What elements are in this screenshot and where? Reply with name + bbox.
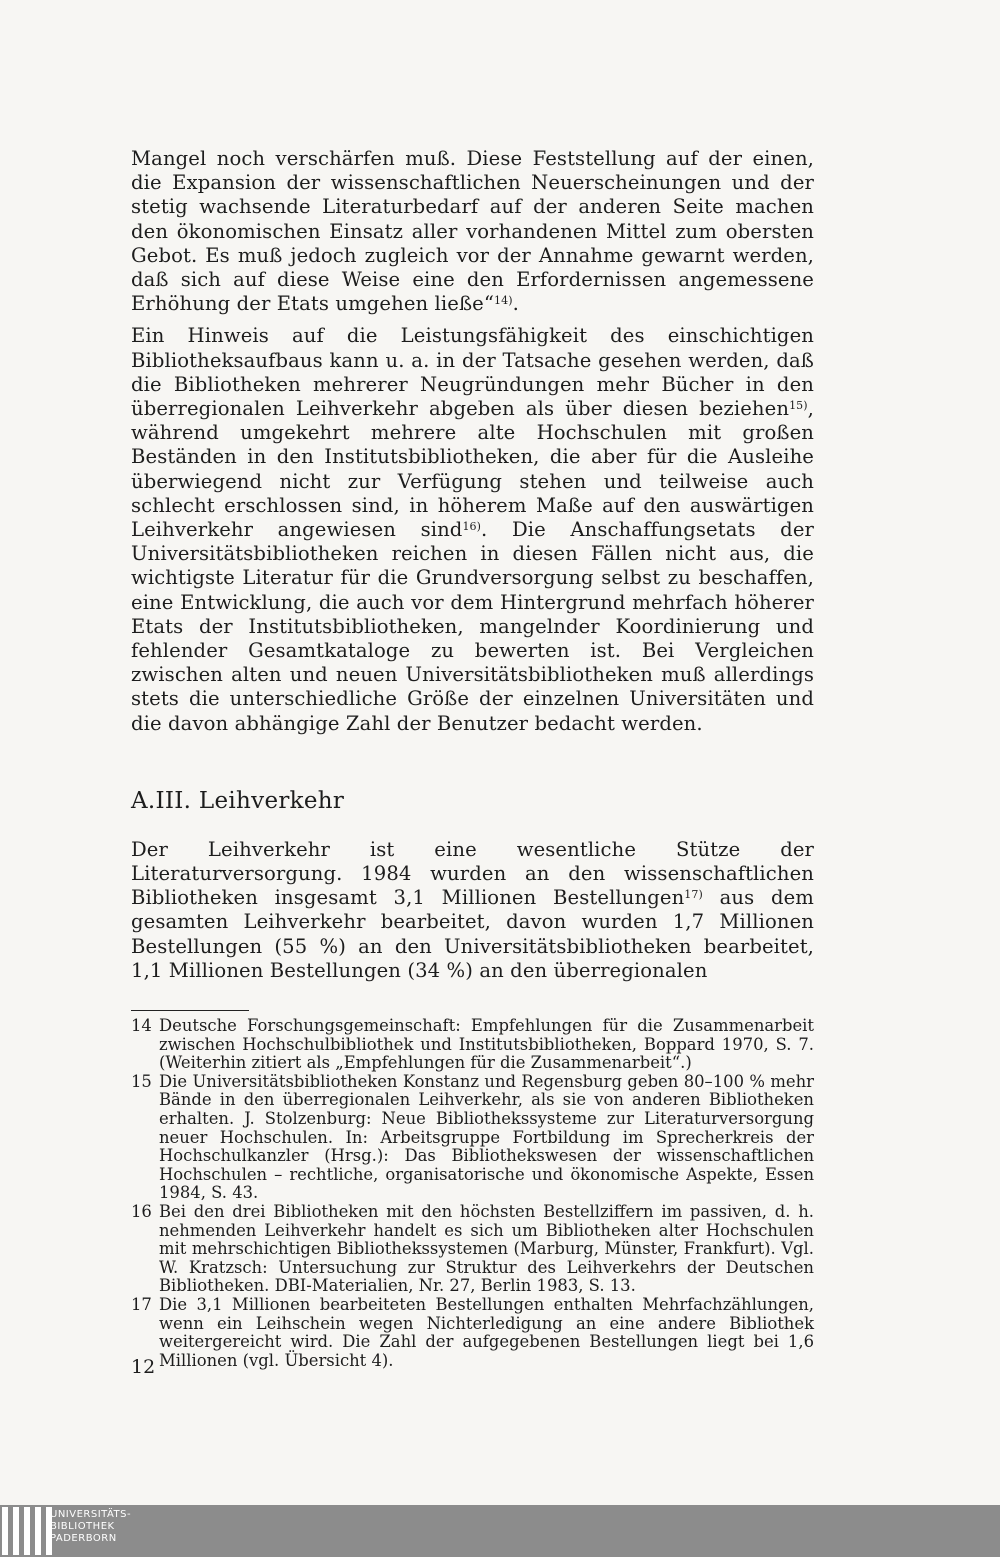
footnote-text: Die Universitätsbibliotheken Konstanz und Regensburg geben 80–100 % mehr Bände in den überregionalen Leihverkehr, als sie von anderen Bibliotheken erhalten. J. Stolzenburg: Neue Bibliothekssysteme zur Literaturversorgung neuer Hochschulen. In: Arbeitsgruppe Fortbildung im Sprecherkreis der Hochschulkanzler (Hrsg.): Das Bibliothekswesen der wissenschaftlichen Hochschulen – rechtliche, organisatorische und ökonomische Aspekte, Essen 1984, S. 43. xyxy=(159,1071,814,1203)
footnote-divider xyxy=(131,1010,249,1011)
footnote xyxy=(131,1203,814,1296)
footnote-ref-17: 17) xyxy=(684,888,703,902)
paragraph-1 xyxy=(131,147,814,316)
section-heading: A.III. Leihverkehr xyxy=(131,787,345,814)
paragraph-1-end: . xyxy=(512,292,519,316)
footnote-number: 14 xyxy=(131,1016,152,1036)
paragraph-3 xyxy=(131,838,814,983)
footnote-ref-15: 15) xyxy=(789,399,808,413)
logo-line-2: BIBLIOTHEK xyxy=(50,1521,115,1532)
paragraph-3-part1: Der Leihverkehr ist eine wesentliche Stütze der Literaturversorgung. 1984 wurden an den wissenschaftlichen Bibliotheken insgesamt 3,1 Millionen Bestellungen xyxy=(131,837,814,910)
footnote-text: Deutsche Forschungsgemeinschaft: Empfehlungen für die Zusammenarbeit zwischen Hochschulbibliothek und Institutsbibliotheken, Boppard 1970, S. 7. (Weiterhin zitiert als „Empfehlungen für die Zusammenarbeit“.) xyxy=(159,1016,814,1073)
paragraph-2 xyxy=(131,324,814,735)
page-number: 12 xyxy=(131,1356,156,1378)
footnote-number: 15 xyxy=(131,1071,152,1091)
paragraph-2-part3: . Die Anschaffungsetats der Universitätsbibliotheken reichen in diesen Fällen nicht aus, die wichtigste Literatur für die Grundversorgung selbst zu beschaffen, eine Entwicklung, die auch vor dem Hintergrund mehrfach höherer Etats der Institutsbibliotheken, mangelnder Koordinierung und fehlender Gesamtkataloge zu bewerten ist. Bei Vergleichen zwischen alten und neuen Universitätsbibliotheken muß allerdings stets die unterschiedliche Größe der einzelnen Universitäten und die davon abhängige Zahl der Benutzer bedacht werden. xyxy=(131,518,814,735)
footnote-number: 16 xyxy=(131,1202,152,1222)
footnote-number: 17 xyxy=(131,1295,152,1314)
library-logo-icon xyxy=(2,1507,52,1555)
library-logo-text xyxy=(50,1509,131,1545)
paragraph-1-text: Mangel noch verschärfen muß. Diese Feststellung auf der einen, die Expansion der wissenschaftlichen Neuerscheinungen und der stetig wachsende Literaturbedarf auf der anderen Seite machen den ökonomischen Einsatz aller vorhandenen Mittel zum obersten Gebot. Es muß jedoch zugleich vor der Annahme gewarnt werden, daß sich auf diese Weise eine den Erfordernissen angemessene Erhöhung der Etats umgehen ließe“ xyxy=(131,147,814,316)
footnote-text: Die 3,1 Millionen bearbeiteten Bestellungen enthalten Mehrfachzählungen, wenn ein Leihschein wegen Nichterledigung an eine andere Bibliothek weitergereicht wird. Die Zahl der aufgegebenen Bestellungen liegt bei 1,6 Millionen (vgl. Übersicht 4). xyxy=(159,1295,814,1370)
footnote xyxy=(131,1296,814,1370)
footnote-ref-16: 16) xyxy=(462,520,482,534)
paragraph-2-part2: , während umgekehrt mehrere alte Hochschulen mit großen Beständen in den Institutsbibliotheken, die aber für die Ausleihe überwiegend nicht zur Verfügung stehen und teilweise auch schlecht erschlossen sind, in höherem Maße auf den auswärtigen Leihverkehr angewiesen sind xyxy=(131,397,814,542)
footnote-text: Bei den drei Bibliotheken mit den höchsten Bestellziffern im passiven, d. h. nehmenden Leihverkehr handelt es sich um Bibliotheken alter Hochschulen mit mehrschichtigen Bibliothekssystemen (Marburg, Münster, Frankfurt). Vgl. W. Kratzsch: Untersuchung zur Struktur des Leihverkehrs der Deutschen Bibliotheken. DBI-Materialien, Nr. 27, Berlin 1983, S. 13. xyxy=(159,1202,814,1296)
footnote-ref-14: 14) xyxy=(494,294,513,308)
library-footer xyxy=(0,1505,1000,1557)
footnote xyxy=(131,1073,814,1203)
logo-line-1: UNIVERSITÄTS- xyxy=(50,1509,132,1520)
paragraph-2-part1: Ein Hinweis auf die Leistungsfähigkeit des einschichtigen Bibliotheksaufbaus kann u. a. in der Tatsache gesehen werden, daß die Bibliotheken mehrerer Neugründungen mehr Bücher in den überregionalen Leihverkehr abgeben als über diesen beziehen xyxy=(131,324,814,421)
logo-line-3: PADERBORN xyxy=(50,1533,117,1544)
page-content xyxy=(131,147,814,1370)
footnote xyxy=(131,1017,814,1073)
paragraph-3-part2: aus dem gesamten Leihverkehr bearbeitet, davon wurden 1,7 Millionen Bestellungen (55 %) an den Universitätsbibliotheken bearbeitet, 1,1 Millionen Bestellungen (34 %) an den überregionalen xyxy=(131,886,814,982)
